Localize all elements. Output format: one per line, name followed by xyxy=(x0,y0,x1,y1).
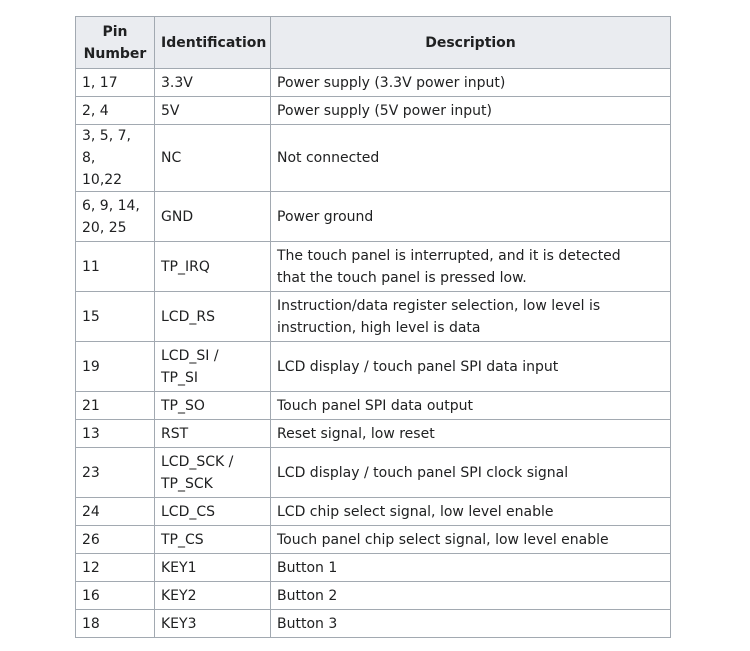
table-row xyxy=(76,554,671,582)
pin-number-cell: 2, 4 xyxy=(76,97,155,125)
table-row xyxy=(76,420,671,448)
description-cell: The touch panel is interrupted, and it is detected that the touch panel is pressed low. xyxy=(271,242,671,292)
description-cell: Touch panel SPI data output xyxy=(271,392,671,420)
header-description: Description xyxy=(271,17,671,69)
description-cell: Touch panel chip select signal, low level enable xyxy=(271,526,671,554)
table-row xyxy=(76,69,671,97)
pin-number-cell: 19 xyxy=(76,342,155,392)
pin-number-cell: 18 xyxy=(76,610,155,638)
table-row xyxy=(76,292,671,342)
header-pin-number: Pin Number xyxy=(76,17,155,69)
description-cell: LCD display / touch panel SPI clock signal xyxy=(271,448,671,498)
description-cell: LCD display / touch panel SPI data input xyxy=(271,342,671,392)
identification-cell: GND xyxy=(155,192,271,242)
table-row xyxy=(76,342,671,392)
description-cell: Not connected xyxy=(271,125,671,192)
header-row xyxy=(76,17,671,69)
pin-number-cell: 6, 9, 14, 20, 25 xyxy=(76,192,155,242)
table-row xyxy=(76,498,671,526)
identification-cell: LCD_RS xyxy=(155,292,271,342)
description-cell: LCD chip select signal, low level enable xyxy=(271,498,671,526)
pin-number-cell: 3, 5, 7, 8, 10,22 xyxy=(76,125,155,192)
description-cell: Power ground xyxy=(271,192,671,242)
header-identification: Identification xyxy=(155,17,271,69)
table-row xyxy=(76,448,671,498)
identification-cell: NC xyxy=(155,125,271,192)
description-cell: Button 1 xyxy=(271,554,671,582)
pin-number-cell: 21 xyxy=(76,392,155,420)
pin-number-cell: 13 xyxy=(76,420,155,448)
pin-number-cell: 26 xyxy=(76,526,155,554)
identification-cell: LCD_CS xyxy=(155,498,271,526)
table-row xyxy=(76,610,671,638)
table-row xyxy=(76,526,671,554)
pin-number-cell: 16 xyxy=(76,582,155,610)
description-cell: Power supply (3.3V power input) xyxy=(271,69,671,97)
description-cell: Button 2 xyxy=(271,582,671,610)
pin-table xyxy=(75,16,671,638)
table-row xyxy=(76,192,671,242)
identification-cell: LCD_SI / TP_SI xyxy=(155,342,271,392)
table-row xyxy=(76,582,671,610)
pin-number-cell: 15 xyxy=(76,292,155,342)
pin-number-cell: 24 xyxy=(76,498,155,526)
description-cell: Instruction/data register selection, low level is instruction, high level is data xyxy=(271,292,671,342)
table-row xyxy=(76,125,671,192)
identification-cell: TP_SO xyxy=(155,392,271,420)
pin-number-cell: 1, 17 xyxy=(76,69,155,97)
identification-cell: LCD_SCK / TP_SCK xyxy=(155,448,271,498)
identification-cell: KEY3 xyxy=(155,610,271,638)
table-row xyxy=(76,392,671,420)
identification-cell: KEY2 xyxy=(155,582,271,610)
description-cell: Power supply (5V power input) xyxy=(271,97,671,125)
pin-number-cell: 12 xyxy=(76,554,155,582)
identification-cell: 3.3V xyxy=(155,69,271,97)
pin-number-cell: 23 xyxy=(76,448,155,498)
pin-number-cell: 11 xyxy=(76,242,155,292)
identification-cell: 5V xyxy=(155,97,271,125)
description-cell: Button 3 xyxy=(271,610,671,638)
identification-cell: TP_CS xyxy=(155,526,271,554)
description-cell: Reset signal, low reset xyxy=(271,420,671,448)
identification-cell: RST xyxy=(155,420,271,448)
identification-cell: TP_IRQ xyxy=(155,242,271,292)
table-row xyxy=(76,242,671,292)
identification-cell: KEY1 xyxy=(155,554,271,582)
table-row xyxy=(76,97,671,125)
